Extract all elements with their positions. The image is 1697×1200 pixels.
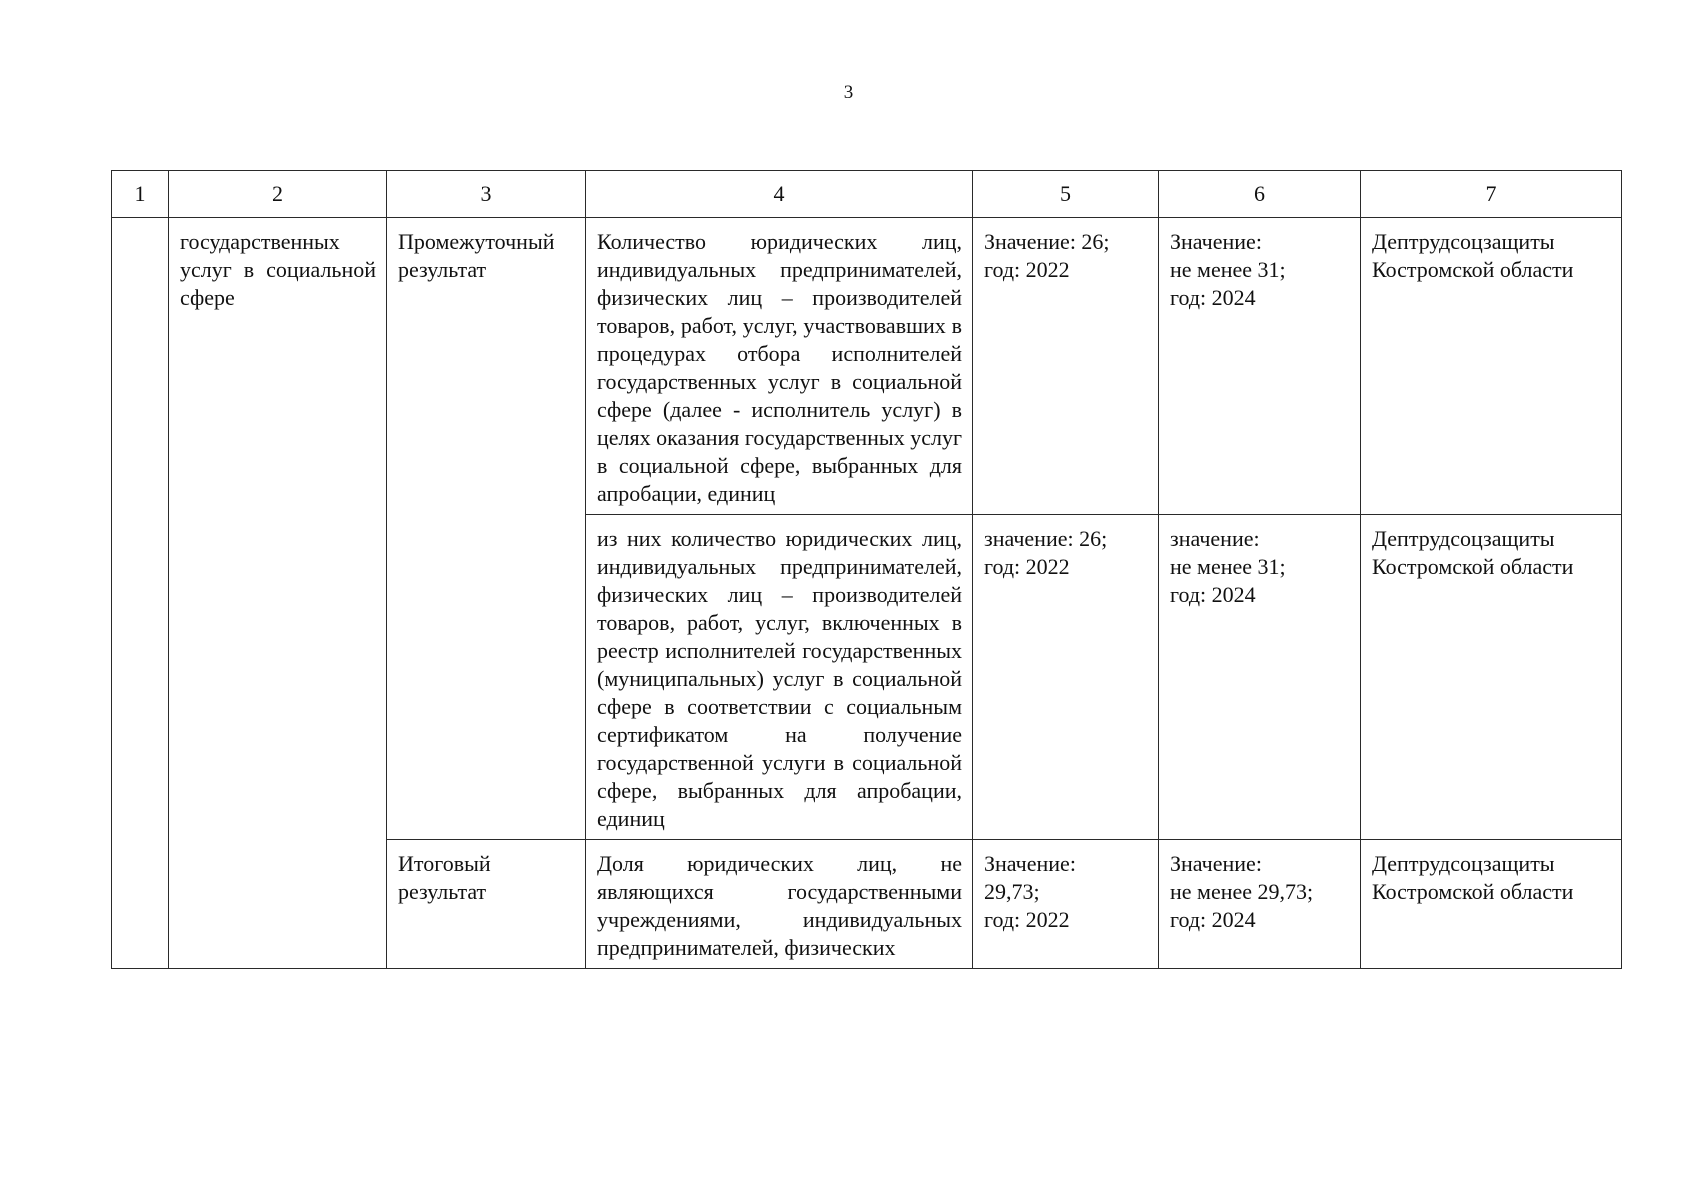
base-value: Значение: 26; [984,229,1110,254]
header-row [112,171,1622,218]
stage-cell: Итоговый результат [387,840,586,969]
target-label: Значение: [1170,229,1262,254]
indicator-cell: из них количество юридических лиц, индивидуальных предпринимателей, физических лиц – производителей товаров, работ, услуг, включенных в реестр исполнителей государственных (муниципальных) услуг в социальной сфере в соответствии с социальным сертификатом на получение государственной услуги в социальной сфере, выбранных для апробации, единиц [586,515,973,840]
target-value: не менее 31; [1170,554,1286,579]
target-year: год: 2024 [1170,582,1256,607]
target-year: год: 2024 [1170,907,1256,932]
indicator-cell: Доля юридических лиц, не являющихся государственными учреждениями, индивидуальных предпринимателей, физических [586,840,973,969]
responsible-cell: Дептрудсоцзащиты Костромской области [1361,515,1622,840]
service-cell: государственных услуг в социальной сфере [169,218,387,969]
target-label: значение: [1170,526,1260,551]
base-value-cell [973,218,1159,515]
stage-cell: Промежуточный результат [387,218,586,840]
header-col-7: 7 [1361,171,1622,218]
indicator-cell: Количество юридических лиц, индивидуальных предпринимателей, физических лиц – производителей товаров, работ, услуг, участвовавших в процедурах отбора исполнителей государственных услуг в социальной сфере (далее - исполнитель услуг) в целях оказания государственных услуг в социальной сфере, выбранных для апробации, единиц [586,218,973,515]
header-col-2: 2 [169,171,387,218]
base-year: год: 2022 [984,257,1070,282]
indicators-table [111,170,1622,969]
page-number: 3 [843,82,854,103]
target-value-cell [1159,218,1361,515]
row-number-cell [112,218,169,969]
target-value: не менее 31; [1170,257,1286,282]
responsible-cell: Дептрудсоцзащиты Костромской области [1361,840,1622,969]
target-label: Значение: [1170,851,1262,876]
target-year: год: 2024 [1170,285,1256,310]
table-row [112,218,1622,515]
responsible-cell: Дептрудсоцзащиты Костромской области [1361,218,1622,515]
base-value: значение: 26; [984,526,1108,551]
base-value-cell [973,515,1159,840]
target-value-cell [1159,840,1361,969]
base-value-cell [973,840,1159,969]
header-col-6: 6 [1159,171,1361,218]
base-value: 29,73; [984,879,1040,904]
base-label: Значение: [984,851,1076,876]
header-col-1: 1 [112,171,169,218]
header-col-4: 4 [586,171,973,218]
base-year: год: 2022 [984,907,1070,932]
base-year: год: 2022 [984,554,1070,579]
target-value-cell [1159,515,1361,840]
header-col-3: 3 [387,171,586,218]
header-col-5: 5 [973,171,1159,218]
target-value: не менее 29,73; [1170,879,1314,904]
